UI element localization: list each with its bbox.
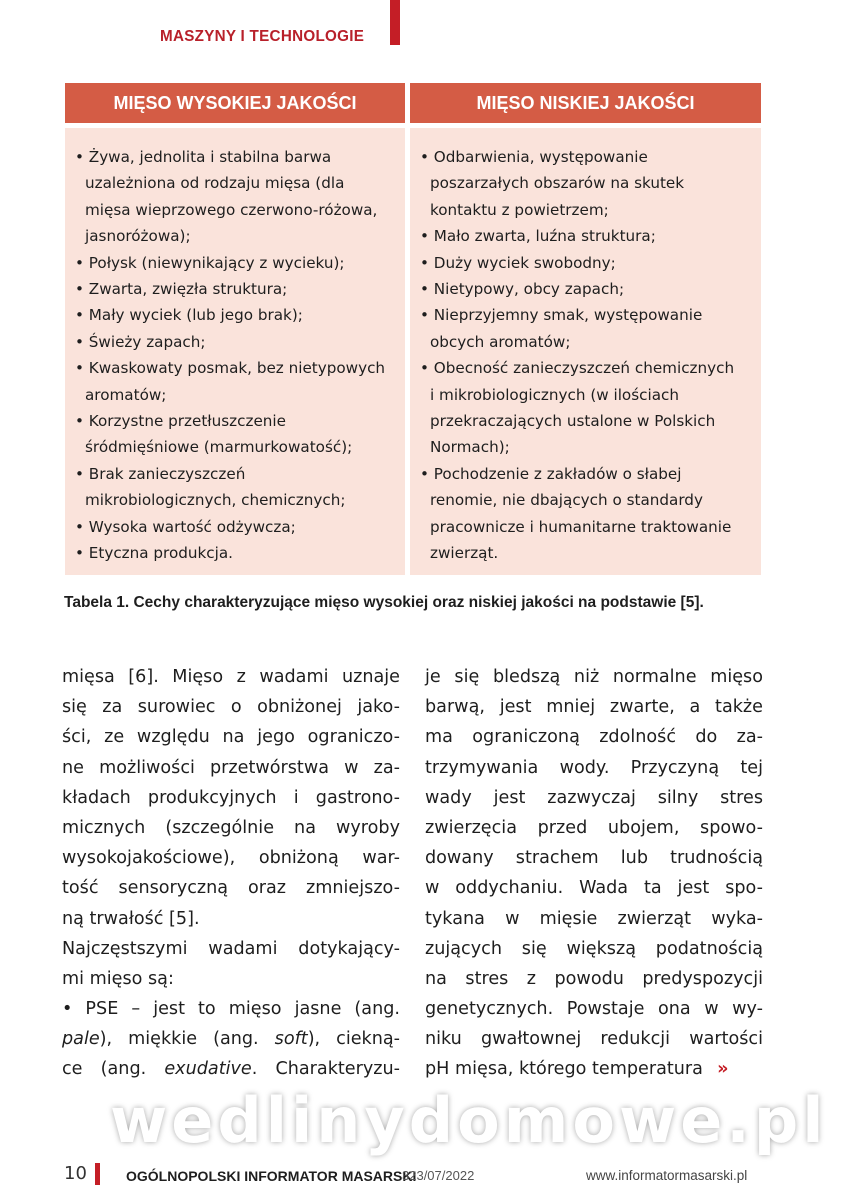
table-caption: Tabela 1. Cechy charakteryzujące mięso wysokiej oraz niskiej jakości na podstawie [5]. <box>64 594 704 611</box>
list-item-line: jasnoróżowa); <box>85 227 191 246</box>
list-item-line: przekraczających ustalone w Polskich <box>430 412 716 431</box>
text-line: ną trwałość [5]. <box>62 908 200 929</box>
text-line: je się bledszą niż normalne mięso <box>425 667 763 687</box>
list-item <box>420 355 761 461</box>
list-item <box>420 276 761 302</box>
list-item-line: • Duży wyciek swobodny; <box>420 253 616 272</box>
text-line: zujących się większą podatnością <box>425 938 763 959</box>
list-item <box>75 329 405 355</box>
list-item-line: • Pochodzenie z zakładów o słabej <box>420 464 682 483</box>
list-item <box>420 144 761 223</box>
text-line: wady jest zazwyczaj silny stres <box>425 787 763 808</box>
table-header-low: MIĘSO NISKIEJ JAKOŚCI <box>410 83 761 123</box>
list-item <box>75 250 405 276</box>
list-item-line: • Nieprzyjemny smak, występowanie <box>420 306 703 325</box>
text-line: mięsa [6]. Mięso z wadami uznaje <box>62 667 400 687</box>
text-line: niku gwałtownej redukcji wartości <box>425 1029 763 1050</box>
text-span: ), ciekną- <box>307 1029 401 1050</box>
website-link[interactable]: www.informatormasarski.pl <box>586 1168 748 1183</box>
list-item-line: • Kwaskowaty posmak, bez nietypowych <box>75 359 386 378</box>
list-item <box>75 302 405 328</box>
section-bar <box>390 0 400 45</box>
text-line: w oddychaniu. Wada ta jest spo- <box>425 878 763 899</box>
text-span: . Charakteryzu- <box>251 1059 400 1080</box>
list-item-line: uzależniona od rodzaju mięsa (dla <box>85 174 345 193</box>
table-cell-low <box>410 128 761 575</box>
list-item-line: • Obecność zanieczyszczeń chemicznych <box>420 359 735 378</box>
continue-arrow-icon: » <box>710 1059 729 1080</box>
text-line: się za surowiec o obniżonej jako- <box>62 697 400 718</box>
list-item-line: • Nietypowy, obcy zapach; <box>420 280 625 299</box>
text-line: micznych (szczególnie na wyroby <box>62 817 400 838</box>
list-item <box>420 461 761 567</box>
list-item <box>75 514 405 540</box>
italic-term: soft <box>274 1029 308 1050</box>
text-line: Najczęstszymi wadami dotykający- <box>62 938 400 959</box>
list-item <box>420 302 761 355</box>
list-item <box>75 408 405 461</box>
list-item-line: Normach); <box>430 438 510 457</box>
text-span: ), miękkie (ang. <box>99 1029 275 1050</box>
list-item-line: • Odbarwienia, występowanie <box>420 148 648 166</box>
list-item-line: • Korzystne przetłuszczenie <box>75 412 286 431</box>
text-line: • PSE – jest to mięso jasne (ang. <box>62 999 400 1020</box>
text-line: tość sensoryczną oraz zmniejszo- <box>62 878 400 899</box>
text-line: mi mięso są: <box>62 968 174 989</box>
text-line: kładach produkcyjnych i gastrono- <box>62 787 400 808</box>
text-line: trzymywania wody. Przyczyną tej <box>425 757 763 778</box>
list-item-line: • Mało zwarta, luźna struktura; <box>420 227 656 246</box>
watermark: wedlinydomowe.pl <box>110 1084 828 1157</box>
text-line: ści, ze względu na jego ograniczo- <box>62 727 400 748</box>
body-column-left <box>62 662 400 1085</box>
list-item <box>75 144 405 250</box>
text-line: zwierzęcia przed ubojem, spowo- <box>425 817 763 838</box>
list-item <box>420 223 761 249</box>
list-item-line: i mikrobiologicznych (w ilościach <box>430 385 679 404</box>
text-line: barwą, jest mniej zwarte, a także <box>425 697 763 718</box>
list-item-line: kontaktu z powietrzem; <box>430 200 609 219</box>
list-item-line: • Brak zanieczyszczeń <box>75 464 246 483</box>
magazine-name: OGÓLNOPOLSKI INFORMATOR MASARSKI <box>126 1168 417 1184</box>
body-column-right <box>425 662 763 1085</box>
list-item <box>75 540 405 566</box>
list-item-line: mięsa wieprzowego czerwono-różowa, <box>85 200 378 219</box>
list-item <box>75 276 405 302</box>
list-item-line: • Świeży zapach; <box>75 332 206 351</box>
list-item <box>75 355 405 408</box>
text-span: ce (ang. <box>62 1059 165 1080</box>
text-line: pH mięsa, którego temperatura » <box>425 1059 729 1080</box>
list-item-line: śródmięśniowe (marmurkowatość); <box>85 438 353 457</box>
text-line: ne możliwości przetwórstwa w za- <box>62 757 400 778</box>
text-line <box>62 1024 400 1054</box>
table-header-high: MIĘSO WYSOKIEJ JAKOŚCI <box>65 83 405 123</box>
list-item-line: aromatów; <box>85 385 167 404</box>
issue-number: 323/07/2022 <box>402 1168 475 1183</box>
table-cell-high <box>65 128 405 575</box>
list-item-line: mikrobiologicznych, chemicznych; <box>85 491 346 510</box>
list-item-line: • Żywa, jednolita i stabilna barwa <box>75 148 332 166</box>
text-line: tykana w mięsie zwierząt wyka- <box>425 908 763 929</box>
text-line: genetycznych. Powstaje ona w wy- <box>425 999 763 1020</box>
list-item-line: • Mały wyciek (lub jego brak); <box>75 306 303 325</box>
italic-term: pale <box>62 1029 100 1050</box>
text-line: dowany strachem lub trudnością <box>425 848 763 869</box>
list-item-line: • Etyczna produkcja. <box>75 544 234 563</box>
list-item <box>75 461 405 514</box>
text-line: wysokojakościowe), obniżoną war- <box>62 848 400 869</box>
text-line: ma ograniczoną zdolność do za- <box>425 727 763 748</box>
list-item-line: poszarzałych obszarów na skutek <box>430 174 685 193</box>
section-title: MASZYNY I TECHNOLOGIE <box>160 28 365 45</box>
list-item-line: renomie, nie dbających o standardy <box>430 491 703 510</box>
list-item-line: • Zwarta, zwięzła struktura; <box>75 280 288 299</box>
list-item <box>420 250 761 276</box>
list-item-line: obcych aromatów; <box>430 332 571 351</box>
list-item-line: • Połysk (niewynikający z wycieku); <box>75 253 345 272</box>
list-item-line: zwierząt. <box>430 544 499 563</box>
list-item-line: • Wysoka wartość odżywcza; <box>75 517 296 536</box>
text-line <box>62 1054 400 1084</box>
italic-term: exudative <box>164 1059 252 1080</box>
page-number: 10 <box>64 1163 87 1184</box>
list-item-line: pracownicze i humanitarne traktowanie <box>430 517 732 536</box>
text-line: na stres z powodu predyspozycji <box>425 968 763 989</box>
footer-bar <box>95 1163 100 1185</box>
